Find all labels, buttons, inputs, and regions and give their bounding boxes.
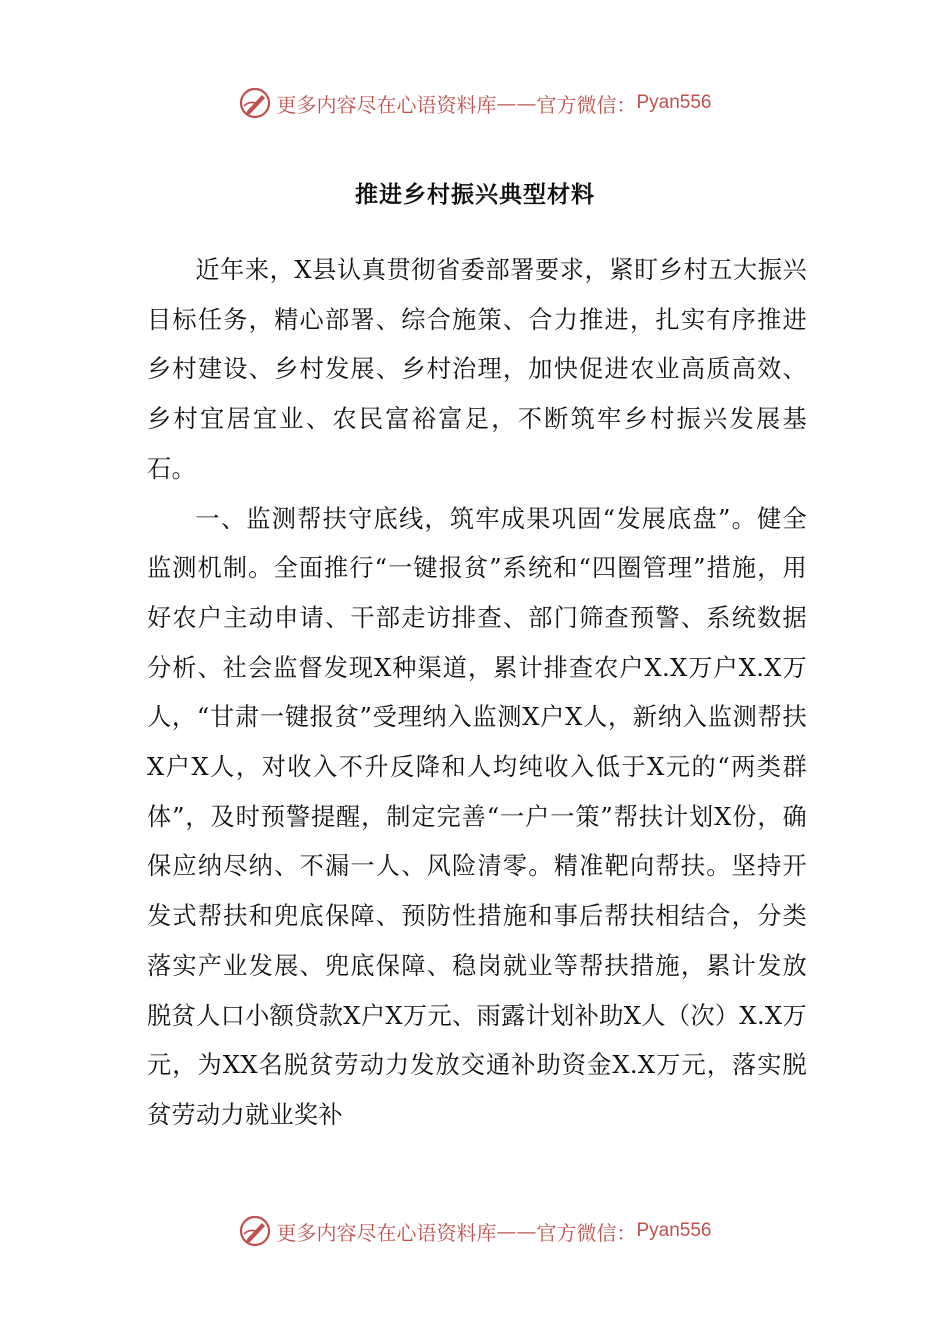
paragraph-intro: 近年来，X县认真贯彻省委部署要求，紧盯乡村五大振兴目标任务，精心部署、综合施策、合力推进，扎实有序推进乡村建设、乡村发展、乡村治理，加快促进农业高质高效、乡村宜居宜业、农民富裕富足，不断筑牢乡村振兴发展基石。 <box>147 256 807 483</box>
paragraph-section-1: 一、监测帮扶守底线，筑牢成果巩固“发展底盘”。健全监测机制。全面推行“一键报贫”系统和“四圈管理”措施，用好农户主动申请、干部走访排查、部门筛查预警、系统数据分析、社会监督发现X种渠道，累计排查农户X.X万户X.X万人，“甘肃一键报贫”受理纳入监测X户X人，新纳入监测帮扶X户X人，对收入不升反降和人均纯收入低于X元的“两类群体”，及时预警提醒，制定完善“一户一策”帮扶计划X份，确保应纳尽纳、不漏一人、风险清零。精准靶向帮扶。坚持开发式帮扶和兜底保障、预防性措施和事后帮扶相结合，分类落实产业发展、兜底保障、稳岗就业等帮扶措施，累计发放脱贫人口小额贷款X户X万元、雨露计划补助X人（次）X.X万元，为XX名脱贫劳动力发放交通补助资金X.X万元，落实脱贫劳动力就业奖补 <box>147 504 807 1129</box>
watermark-dash: —— <box>496 91 537 115</box>
pen-logo-icon <box>238 1214 272 1248</box>
watermark-wechat-id: Pyan556 <box>636 1220 712 1241</box>
watermark-dash: —— <box>496 1219 537 1243</box>
pen-logo-icon <box>238 86 272 120</box>
document-body <box>147 246 807 1141</box>
watermark-wechat-label: 官方微信： <box>536 92 637 117</box>
watermark-header <box>0 78 950 128</box>
watermark-footer <box>0 1206 950 1256</box>
watermark-wechat-label: 官方微信： <box>536 1220 637 1245</box>
document-title: 推进乡村振兴典型材料 <box>355 181 595 208</box>
watermark-brand: 更多内容尽在心语资料库 <box>276 1220 497 1245</box>
watermark-brand: 更多内容尽在心语资料库 <box>276 92 497 117</box>
watermark-wechat-id: Pyan556 <box>636 92 712 113</box>
